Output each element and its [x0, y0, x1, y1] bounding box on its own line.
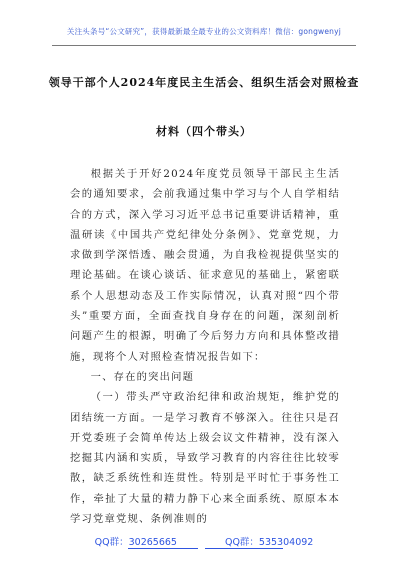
header-banner: 关注头条号“公文研究”，获得最新最全最专业的公文资料库！微信：gongwenyj	[66, 27, 342, 36]
footer-qq-group-2: QQ群：535304092	[224, 537, 314, 548]
footer-underline-2	[205, 548, 283, 549]
footer-underline-1	[128, 548, 198, 549]
footer	[0, 534, 408, 548]
document-title-line-1: 领导干部个人2024年度民主生活会、组织生活会对照检查	[48, 76, 360, 89]
footer-qq-group-1: QQ群：30265665	[94, 537, 177, 548]
document-body	[70, 164, 340, 529]
document-title-line-2: 材料（四个带头）	[156, 125, 252, 138]
paragraph-section-1: （一）带头严守政治纪律和政治规矩，维护党的团结统一方面。一是学习教育不够深入。往往只是召开党委班子会简单传达上级会议文件精神，没有深入挖掘其内涵和实质，导致学习教育的内容往往比较零散，缺乏系统性和连贯性。特别是平时忙于事务性工作，牵扯了大量的精力静下心来全面系统、原原本本学习党章党规、条例准则的	[70, 391, 340, 526]
section-heading: 一、存在的突出问题	[90, 370, 195, 383]
header-divider	[52, 45, 356, 46]
paragraph-intro: 根据关于开好2024年度党员领导干部民主生活会的通知要求，会前我通过集中学习与个人自学相结合的方式，深入学习习近平总书记重要讲话精神，重温研读《中国共产党纪律处分条例》、党章党规，力求做到学深悟透、融会贯通，为自我检视提供坚实的理论基础。在谈心谈话、征求意见的基础上，紧密联系个人思想动态及工作实际情况，认真对照“四个带头”重要方面，全面查找自身存在的问题，深刻剖析问题产生的根源，明确了今后努力方向和具体整改措施，现将个人对照检查情况报告如下：	[70, 168, 340, 363]
